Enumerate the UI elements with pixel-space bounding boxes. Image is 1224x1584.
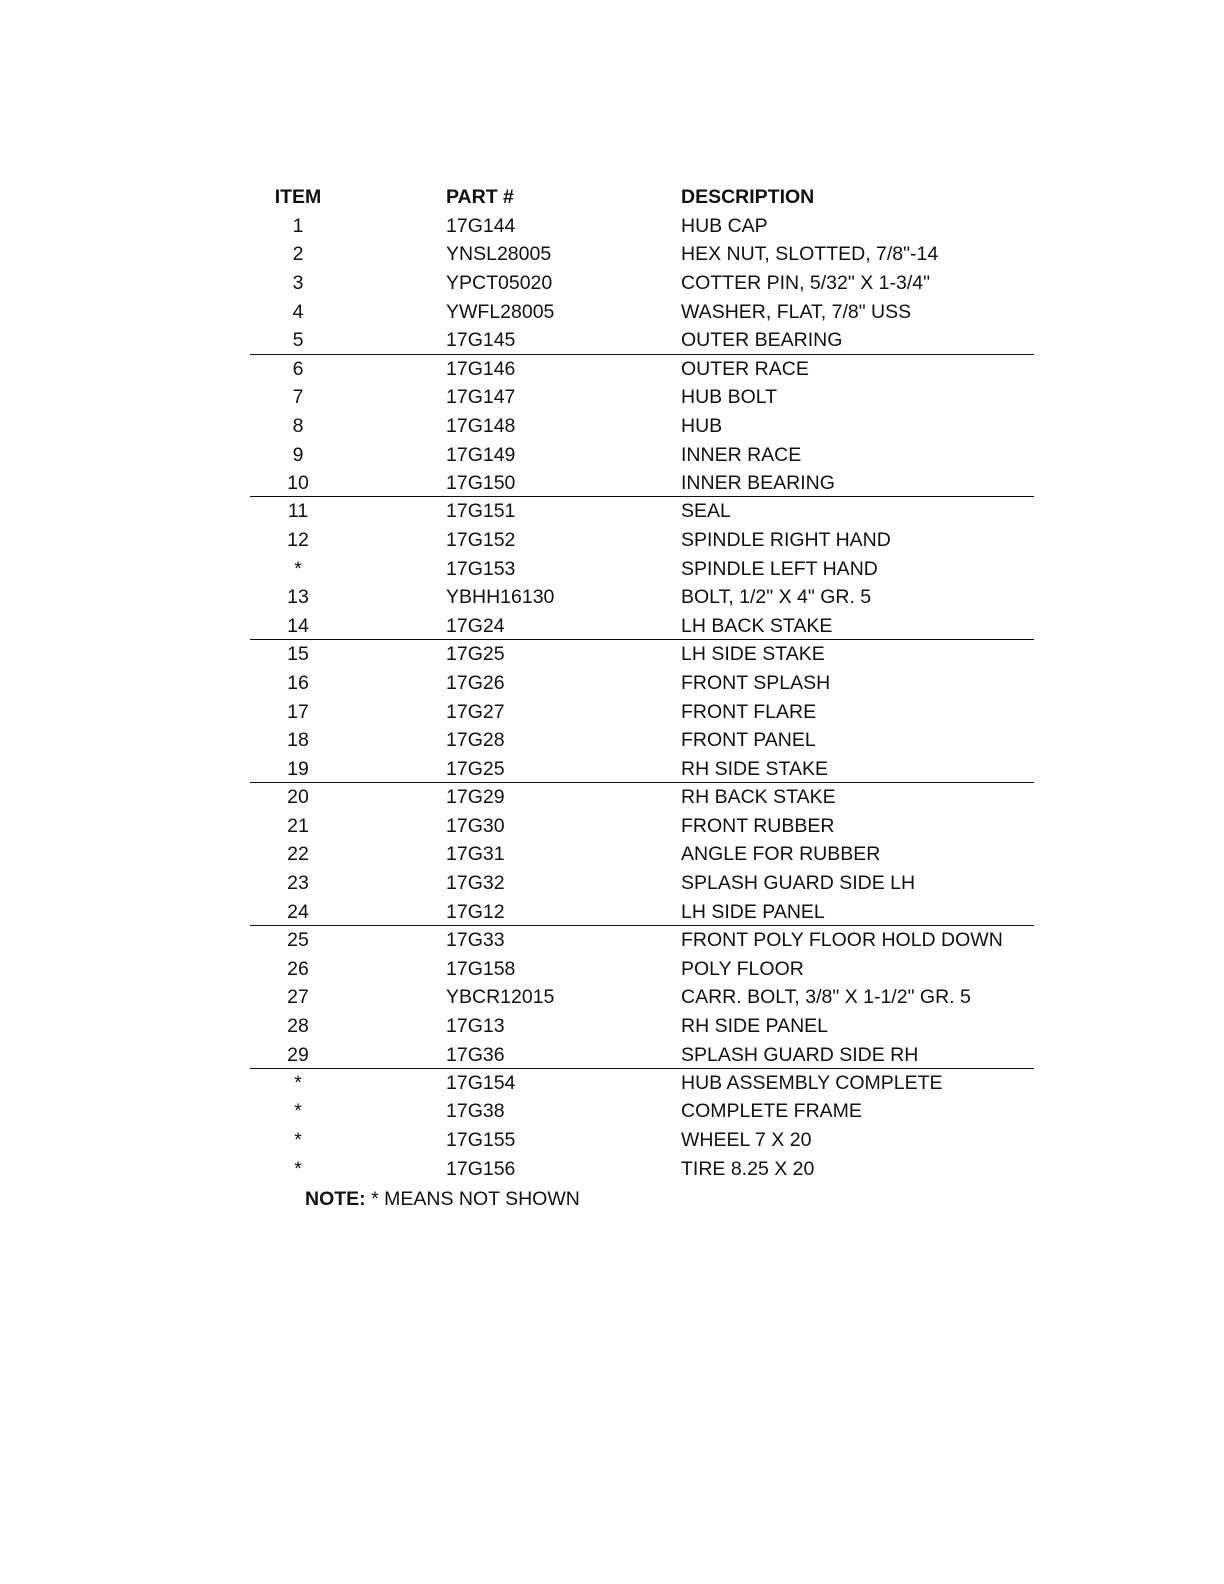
table-row (250, 869, 1034, 898)
table-row (250, 441, 1034, 470)
part-description: FRONT POLY FLOOR HOLD DOWN (681, 928, 1003, 951)
table-row (250, 840, 1034, 869)
part-description: RH SIDE PANEL (681, 1014, 829, 1037)
part-description: LH BACK STAKE (681, 615, 833, 638)
item-number: * (294, 1157, 302, 1180)
table-row (250, 812, 1034, 841)
table-row (250, 240, 1034, 269)
table-row (250, 640, 1034, 669)
part-description: BOLT, 1/2" X 4" GR. 5 (681, 586, 872, 609)
table-row (250, 269, 1034, 298)
table-row (250, 497, 1034, 526)
item-number: 24 (287, 900, 309, 923)
table-row (250, 1069, 1034, 1098)
item-number: 18 (287, 729, 309, 752)
item-number: 21 (287, 814, 309, 837)
part-number: 17G12 (446, 900, 505, 923)
item-number: 22 (287, 843, 309, 866)
table-row (250, 212, 1034, 241)
header-part-number: PART # (446, 186, 514, 208)
item-number: * (294, 1071, 302, 1094)
part-description: FRONT SPLASH (681, 671, 831, 694)
part-description: RH BACK STAKE (681, 786, 836, 809)
item-number: 23 (287, 872, 309, 895)
item-number: 25 (287, 928, 309, 951)
part-description: SPINDLE LEFT HAND (681, 557, 878, 580)
part-description: FRONT FLARE (681, 700, 817, 723)
part-number: 17G147 (446, 386, 516, 409)
part-number: 17G13 (446, 1014, 505, 1037)
item-number: 29 (287, 1043, 309, 1066)
part-description: COMPLETE FRAME (681, 1100, 862, 1123)
table-row (250, 955, 1034, 984)
item-number: 3 (292, 272, 304, 295)
part-description: HUB CAP (681, 214, 768, 237)
header-item: ITEM (274, 186, 322, 208)
part-number: 17G29 (446, 786, 505, 809)
part-description: HUB BOLT (681, 386, 778, 409)
table-row (250, 755, 1034, 783)
item-number: 13 (287, 586, 309, 609)
table-row (250, 383, 1034, 412)
table-row (250, 555, 1034, 584)
note-text: * MEANS NOT SHOWN (371, 1188, 580, 1210)
table-row (250, 726, 1034, 755)
part-description: FRONT PANEL (681, 729, 816, 752)
part-description: HUB (681, 414, 723, 437)
item-number: 17 (287, 700, 309, 723)
item-number: 16 (287, 671, 309, 694)
item-number: 10 (287, 472, 309, 495)
part-number: 17G27 (446, 700, 505, 723)
part-number: 17G32 (446, 872, 505, 895)
item-number: * (294, 557, 302, 580)
part-number: 17G38 (446, 1100, 505, 1123)
item-number: 7 (292, 386, 304, 409)
part-description: WHEEL 7 X 20 (681, 1129, 812, 1152)
part-number: 17G150 (446, 472, 516, 495)
table-row (250, 1097, 1034, 1126)
part-number: 17G26 (446, 671, 505, 694)
table-row (250, 326, 1034, 354)
item-number: 28 (287, 1014, 309, 1037)
part-description: LH SIDE PANEL (681, 900, 825, 923)
part-description: COTTER PIN, 5/32" X 1-3/4" (681, 272, 931, 295)
table-row (250, 355, 1034, 384)
item-number: 12 (287, 529, 309, 552)
part-description: RH SIDE STAKE (681, 757, 829, 780)
part-description: OUTER BEARING (681, 329, 843, 352)
part-number: YPCT05020 (446, 272, 553, 295)
item-number: 11 (287, 500, 309, 523)
part-number: 17G144 (446, 214, 516, 237)
part-number: 17G151 (446, 500, 516, 523)
note-label: NOTE: (305, 1188, 366, 1210)
part-description: LH SIDE STAKE (681, 643, 825, 666)
part-number: YNSL28005 (446, 243, 552, 266)
part-description: SEAL (681, 500, 731, 523)
table-row (250, 1155, 1034, 1184)
table-row (250, 926, 1034, 955)
table-row (250, 469, 1034, 497)
part-description: TIRE 8.25 X 20 (681, 1157, 815, 1180)
part-description: POLY FLOOR (681, 957, 804, 980)
part-number: 17G33 (446, 928, 505, 951)
item-number: 9 (292, 443, 304, 466)
item-number: 27 (287, 986, 309, 1009)
part-number: 17G148 (446, 414, 516, 437)
table-row (250, 298, 1034, 327)
table-header (250, 183, 1034, 212)
part-description: FRONT RUBBER (681, 814, 835, 837)
part-description: WASHER, FLAT, 7/8" USS (681, 300, 912, 323)
part-description: SPINDLE RIGHT HAND (681, 529, 891, 552)
table-row (250, 783, 1034, 812)
part-number: 17G155 (446, 1129, 516, 1152)
part-description: HUB ASSEMBLY COMPLETE (681, 1071, 943, 1094)
header-description: DESCRIPTION (681, 186, 815, 208)
part-number: 17G145 (446, 329, 516, 352)
part-description: OUTER RACE (681, 357, 809, 380)
part-description: INNER BEARING (681, 472, 835, 495)
item-number: 1 (292, 214, 304, 237)
part-number: 17G146 (446, 357, 516, 380)
item-number: 15 (287, 643, 309, 666)
item-number: 2 (292, 243, 304, 266)
item-number: 8 (292, 414, 304, 437)
table-row (250, 612, 1034, 640)
item-number: * (294, 1129, 302, 1152)
table-row (250, 1041, 1034, 1069)
item-number: 26 (287, 957, 309, 980)
item-number: 4 (292, 300, 304, 323)
item-number: 19 (287, 757, 309, 780)
part-number: 17G158 (446, 957, 516, 980)
item-number: 20 (287, 786, 309, 809)
table-row (250, 583, 1034, 612)
item-number: 6 (292, 357, 304, 380)
part-number: 17G36 (446, 1043, 505, 1066)
table-row (250, 669, 1034, 698)
table-row (250, 898, 1034, 926)
part-number: 17G25 (446, 643, 505, 666)
part-description: SPLASH GUARD SIDE LH (681, 872, 916, 895)
item-number: 5 (292, 329, 304, 352)
table-row (250, 698, 1034, 727)
table-row (250, 412, 1034, 441)
part-description: ANGLE FOR RUBBER (681, 843, 881, 866)
item-number: 14 (287, 615, 309, 638)
table-row (250, 1012, 1034, 1041)
table-row (250, 526, 1034, 555)
part-number: 17G154 (446, 1071, 516, 1094)
part-number: YWFL28005 (446, 300, 555, 323)
part-number: YBHH16130 (446, 586, 555, 609)
item-number: * (294, 1100, 302, 1123)
part-number: 17G153 (446, 557, 516, 580)
table-row (250, 983, 1034, 1012)
part-number: 17G31 (446, 843, 505, 866)
part-number: 17G156 (446, 1157, 516, 1180)
footnote (305, 1185, 580, 1213)
part-number: 17G149 (446, 443, 516, 466)
part-description: SPLASH GUARD SIDE RH (681, 1043, 919, 1066)
part-number: YBCR12015 (446, 986, 555, 1009)
part-number: 17G25 (446, 757, 505, 780)
part-description: CARR. BOLT, 3/8" X 1-1/2" GR. 5 (681, 986, 971, 1009)
table-row (250, 1126, 1034, 1155)
part-description: INNER RACE (681, 443, 802, 466)
part-number: 17G152 (446, 529, 516, 552)
part-number: 17G28 (446, 729, 505, 752)
part-number: 17G24 (446, 615, 505, 638)
part-number: 17G30 (446, 814, 505, 837)
parts-list-table (250, 183, 1034, 1184)
part-description: HEX NUT, SLOTTED, 7/8"-14 (681, 243, 939, 266)
